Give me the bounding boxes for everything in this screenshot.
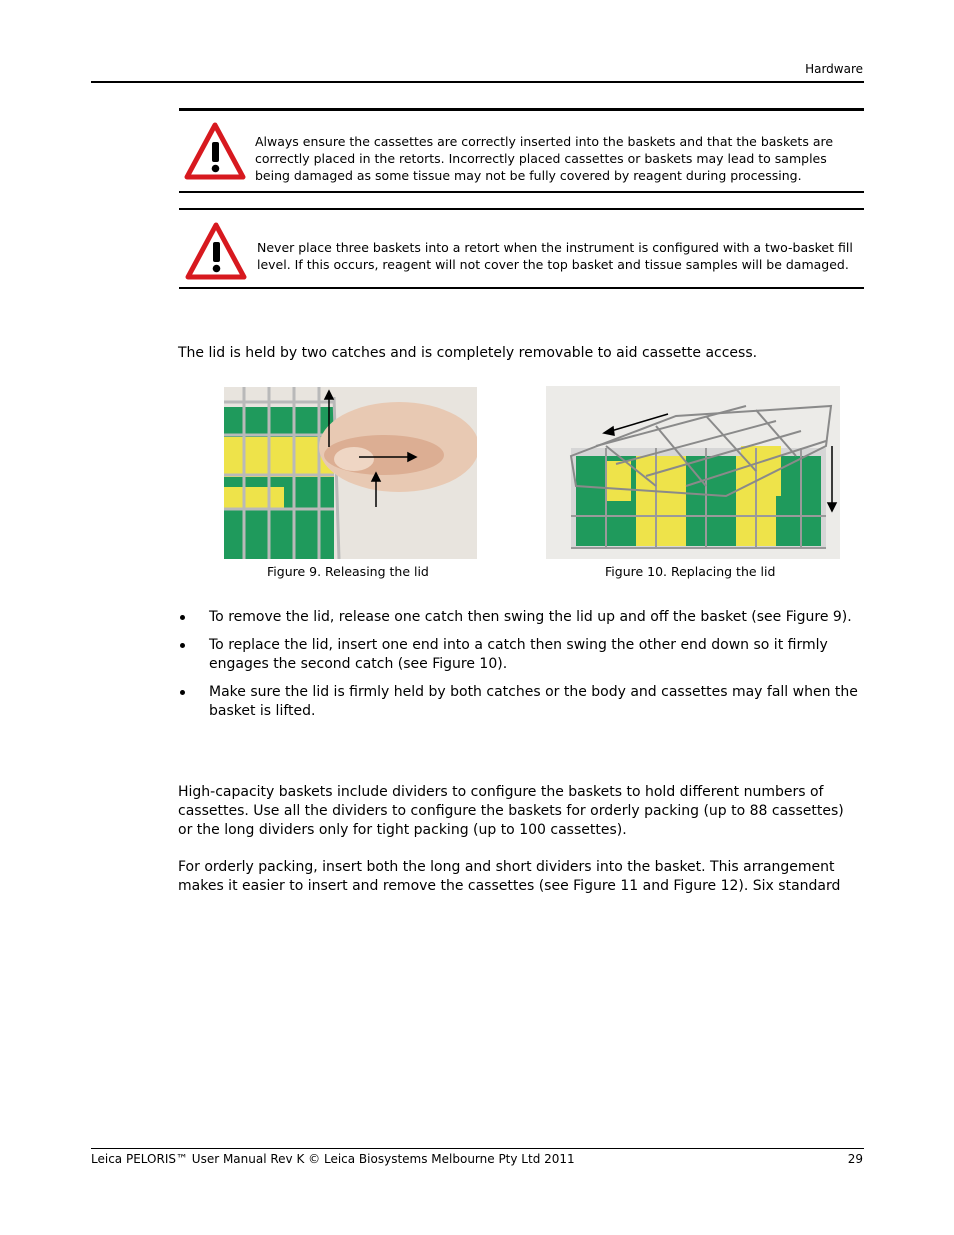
list-item: To replace the lid, insert one end into a catch then swing the other end down so it firmly engages the second catch (see Figure 10). <box>178 636 868 674</box>
warning-text-1: Always ensure the cassettes are correctly inserted into the baskets and that the baskets are correctly placed in the retorts. Incorrectly placed cassettes or baskets may lead to samples being damaged as some tissue may not be fully covered by reagent during processing. <box>255 134 834 183</box>
intro-paragraph: The lid is held by two catches and is completely removable to aid cassette access. <box>178 345 758 361</box>
header-rule <box>91 81 864 83</box>
paragraph-orderly-packing: For orderly packing, insert both the long and short dividers into the basket. This arrangement makes it easier to insert and remove the cassettes (see Figure 11 and Figure 12). Six standard <box>178 859 841 894</box>
figure-9-caption: Figure 9. Releasing the lid <box>267 564 429 579</box>
figure-9-image <box>224 387 477 559</box>
warning-text-2: Never place three baskets into a retort when the instrument is configured with a two-basket fill level. If this occurs, reagent will not cover the top basket and tissue samples will be damaged. <box>257 240 853 272</box>
warning-triangle-icon <box>185 222 247 280</box>
paragraph-dividers: High-capacity baskets include dividers to configure the baskets to hold different numbers of cassettes. Use all the dividers to configure the baskets for orderly packing (up to 88 cassettes) or the long dividers only for tight packing (up to 100 cassettes). <box>178 784 844 838</box>
list-item: To remove the lid, release one catch then swing the lid up and off the basket (see Figure 9). <box>178 608 868 627</box>
warning-triangle-icon <box>184 122 246 180</box>
warning-box-2 <box>179 208 864 289</box>
warning-box-1 <box>179 108 864 193</box>
figure-10-image <box>546 386 840 559</box>
figure-10-caption: Figure 10. Replacing the lid <box>605 564 776 579</box>
running-header: Hardware <box>805 62 863 76</box>
bullet-list <box>178 608 868 730</box>
footer-rule <box>91 1148 864 1149</box>
footer-text: Leica PELORIS™ User Manual Rev K © Leica Biosystems Melbourne Pty Ltd 2011 <box>91 1152 575 1166</box>
page-number: 29 <box>847 1152 863 1166</box>
list-item: Make sure the lid is firmly held by both catches or the body and cassettes may fall when the basket is lifted. <box>178 683 868 721</box>
